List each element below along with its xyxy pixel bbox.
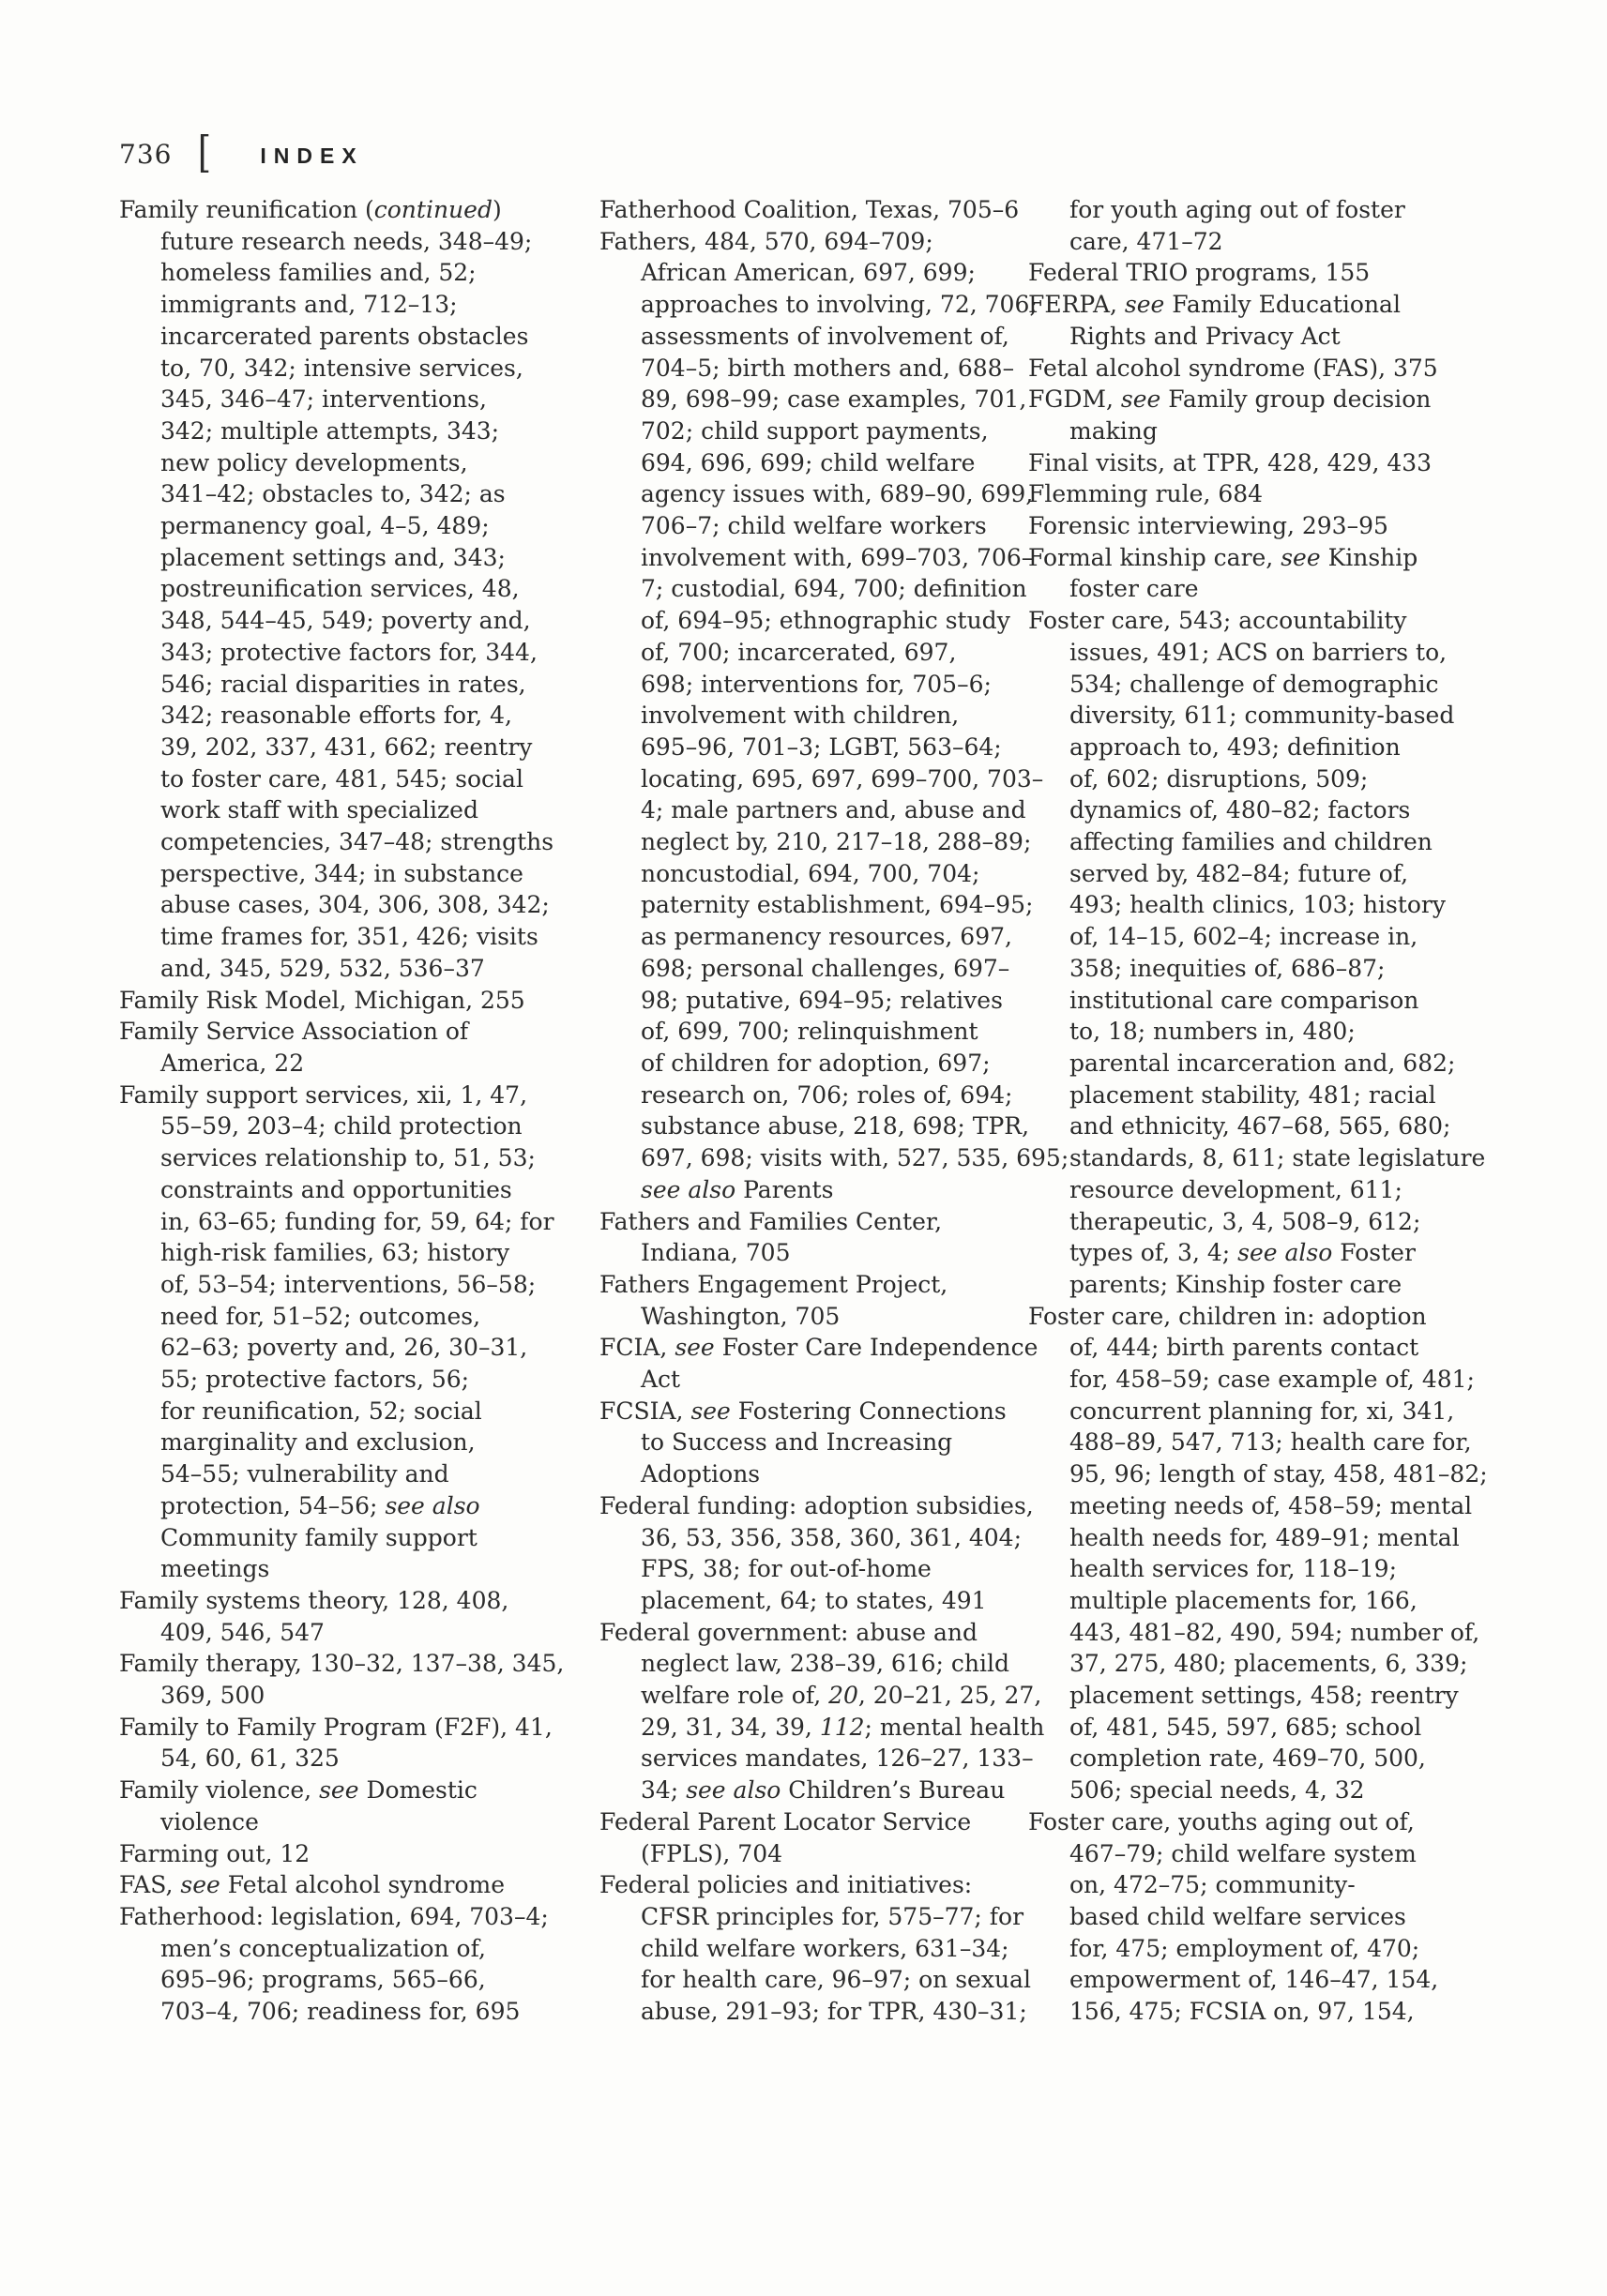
index-line: Flemming rule, 684: [1028, 480, 1264, 508]
index-line: institutional care comparison: [1069, 986, 1419, 1014]
index-line: Community family support: [160, 1523, 478, 1551]
index-line: Federal policies and initiatives:: [599, 1871, 973, 1899]
index-line: 7; custodial, 694, 700; definition: [641, 575, 1027, 603]
index-line: 156, 475; FCSIA on, 97, 154,: [1069, 1998, 1415, 2026]
index-line: 493; health clinics, 103; history: [1069, 891, 1446, 919]
index-line: of, 444; birth parents contact: [1069, 1334, 1419, 1362]
index-line: time frames for, 351, 426; visits: [160, 923, 538, 951]
index-line: of, 699, 700; relinquishment: [641, 1018, 978, 1046]
index-line: immigrants and, 712–13;: [160, 291, 458, 319]
index-line: Federal government: abuse and: [599, 1618, 978, 1646]
index-line: 704–5; birth mothers and, 688–: [641, 354, 1015, 382]
index-line: 29, 31, 34, 39, 112; mental health: [641, 1713, 1045, 1741]
index-line: completion rate, 469–70, 500,: [1069, 1745, 1426, 1773]
index-line: care, 471–72: [1069, 227, 1223, 255]
index-line: Family therapy, 130–32, 137–38, 345,: [119, 1650, 565, 1678]
index-line: abuse cases, 304, 306, 308, 342;: [160, 891, 550, 919]
index-line: 695–96, 701–3; LGBT, 563–64;: [641, 733, 1002, 761]
index-line: locating, 695, 697, 699–700, 703–: [641, 764, 1044, 793]
index-line: child welfare workers, 631–34;: [641, 1934, 1009, 1962]
index-line: FCIA, see Foster Care Independence: [599, 1334, 1038, 1362]
index-line: incarcerated parents obstacles: [160, 322, 529, 350]
index-line: of, 14–15, 602–4; increase in,: [1069, 923, 1418, 951]
index-line: 55–59, 203–4; child protection: [160, 1112, 523, 1140]
index-line: Washington, 705: [641, 1302, 841, 1330]
index-line: Adoptions: [641, 1460, 761, 1488]
index-line: Foster care, children in: adoption: [1028, 1302, 1427, 1330]
index-line: 98; putative, 694–95; relatives: [641, 986, 1003, 1014]
index-line: Farming out, 12: [119, 1839, 311, 1867]
index-line: in, 63–65; funding for, 59, 64; for: [160, 1207, 554, 1235]
index-line: perspective, 344; in substance: [160, 859, 523, 887]
index-line: and ethnicity, 467–68, 565, 680;: [1069, 1112, 1451, 1140]
index-line: 36, 53, 356, 358, 360, 361, 404;: [641, 1523, 1022, 1551]
index-line: Family violence, see Domestic: [119, 1776, 478, 1805]
index-line: neglect law, 238–39, 616; child: [641, 1650, 1010, 1678]
index-line: based child welfare services: [1069, 1902, 1406, 1930]
index-line: abuse, 291–93; for TPR, 430–31;: [641, 1998, 1027, 2026]
index-line: Act: [641, 1366, 681, 1394]
index-line: 534; challenge of demographic: [1069, 670, 1439, 698]
index-line: 694, 696, 699; child welfare: [641, 448, 976, 476]
index-line: 37, 275, 480; placements, 6, 339;: [1069, 1650, 1468, 1678]
index-line: making: [1069, 416, 1158, 445]
index-line: Fatherhood Coalition, Texas, 705–6: [599, 196, 1020, 223]
index-line: for reunification, 52; social: [160, 1397, 482, 1425]
index-line: issues, 491; ACS on barriers to,: [1069, 638, 1448, 666]
page-number: 736: [119, 139, 173, 170]
index-line: 95, 96; length of stay, 458, 481–82;: [1069, 1460, 1488, 1488]
index-line: marginality and exclusion,: [160, 1428, 476, 1457]
index-line: Foster care, 543; accountability: [1028, 607, 1407, 635]
index-line: new policy developments,: [160, 448, 468, 476]
index-line: 409, 546, 547: [160, 1618, 325, 1646]
index-line: violence: [160, 1807, 259, 1835]
index-line: meeting needs of, 458–59; mental: [1069, 1491, 1473, 1519]
index-line: African American, 697, 699;: [641, 259, 976, 287]
index-line: 348, 544–45, 549; poverty and,: [160, 607, 531, 635]
index-line: of, 481, 545, 597, 685; school: [1069, 1713, 1422, 1741]
index-line: noncustodial, 694, 700, 704;: [641, 859, 980, 887]
index-line: high-risk families, 63; history: [160, 1239, 510, 1267]
index-line: 695–96; programs, 565–66,: [160, 1966, 486, 1994]
index-line: services relationship to, 51, 53;: [160, 1144, 536, 1172]
index-line: Federal funding: adoption subsidies,: [599, 1491, 1034, 1519]
index-line: as permanency resources, 697,: [641, 923, 1012, 951]
index-line: Fatherhood: legislation, 694, 703–4;: [119, 1902, 549, 1930]
index-line: therapeutic, 3, 4, 508–9, 612;: [1069, 1207, 1421, 1235]
index-line: 506; special needs, 4, 32: [1069, 1776, 1365, 1805]
index-line: dynamics of, 480–82; factors: [1069, 796, 1411, 824]
index-line: for health care, 96–97; on sexual: [641, 1966, 1031, 1994]
index-column-1: [119, 194, 593, 2028]
index-line: for youth aging out of foster: [1069, 196, 1405, 223]
index-line: placement, 64; to states, 491: [641, 1586, 987, 1614]
index-line: approaches to involving, 72, 706;: [641, 291, 1038, 319]
index-line: 698; personal challenges, 697–: [641, 954, 1010, 982]
index-line: CFSR principles for, 575–77; for: [641, 1902, 1024, 1930]
index-line: Rights and Privacy Act: [1069, 322, 1341, 350]
index-line: served by, 482–84; future of,: [1069, 859, 1409, 887]
index-line: 345, 346–47; interventions,: [160, 385, 487, 414]
index-line: to, 18; numbers in, 480;: [1069, 1018, 1356, 1046]
index-line: 342; reasonable efforts for, 4,: [160, 702, 512, 730]
index-line: Formal kinship care, see Kinship: [1028, 543, 1418, 571]
index-line: 697, 698; visits with, 527, 535, 695;: [641, 1144, 1069, 1172]
index-line: to Success and Increasing: [641, 1428, 953, 1457]
index-line: resource development, 611;: [1069, 1175, 1402, 1203]
index-line: for, 458–59; case example of, 481;: [1069, 1366, 1475, 1394]
index-line: 89, 698–99; case examples, 701,: [641, 385, 1027, 414]
index-line: for, 475; employment of, 470;: [1069, 1934, 1420, 1962]
index-line: 358; inequities of, 686–87;: [1069, 954, 1386, 982]
index-line: affecting families and children: [1069, 828, 1433, 856]
index-line: homeless families and, 52;: [160, 259, 477, 287]
index-line: multiple placements for, 166,: [1069, 1586, 1417, 1614]
index-line: empowerment of, 146–47, 154,: [1069, 1966, 1439, 1994]
index-line: Family to Family Program (F2F), 41,: [119, 1713, 553, 1741]
index-line: health needs for, 489–91; mental: [1069, 1523, 1460, 1551]
index-line: Fathers and Families Center,: [599, 1207, 943, 1235]
index-line: placement stability, 481; racial: [1069, 1080, 1436, 1109]
index-line: 706–7; child welfare workers: [641, 512, 987, 540]
index-line: paternity establishment, 694–95;: [641, 891, 1034, 919]
index-line: of, 53–54; interventions, 56–58;: [160, 1270, 537, 1298]
index-line: and, 345, 529, 532, 536–37: [160, 954, 485, 982]
index-line: 54, 60, 61, 325: [160, 1745, 340, 1773]
index-line: neglect by, 210, 217–18, 288–89;: [641, 828, 1032, 856]
index-line: of, 602; disruptions, 509;: [1069, 764, 1369, 793]
index-line: need for, 51–52; outcomes,: [160, 1302, 481, 1330]
index-line: on, 472–75; community-: [1069, 1871, 1356, 1899]
index-line: Family Service Association of: [119, 1018, 469, 1046]
index-line: services mandates, 126–27, 133–: [641, 1745, 1034, 1773]
index-line: 54–55; vulnerability and: [160, 1460, 449, 1488]
index-line: parental incarceration and, 682;: [1069, 1049, 1456, 1077]
index-line: future research needs, 348–49;: [160, 227, 533, 255]
index-column-2: [599, 194, 1073, 2028]
index-line: parents; Kinship foster care: [1069, 1270, 1402, 1298]
index-line: Fathers Engagement Project,: [599, 1270, 948, 1298]
index-line: see also Parents: [641, 1175, 834, 1203]
index-line: assessments of involvement of,: [641, 322, 1009, 350]
index-line: substance abuse, 218, 698; TPR,: [641, 1112, 1030, 1140]
index-line: FERPA, see Family Educational: [1028, 291, 1401, 319]
index-line: competencies, 347–48; strengths: [160, 828, 554, 856]
index-line: work staff with specialized: [160, 796, 478, 824]
index-line: FCSIA, see Fostering Connections: [599, 1397, 1007, 1425]
index-line: 443, 481–82, 490, 594; number of,: [1069, 1618, 1480, 1646]
index-line: diversity, 611; community-based: [1069, 702, 1455, 730]
index-line: Final visits, at TPR, 428, 429, 433: [1028, 448, 1433, 476]
index-line: health services for, 118–19;: [1069, 1555, 1398, 1583]
index-line: involvement with, 699–703, 706–: [641, 543, 1034, 571]
index-line: 342; multiple attempts, 343;: [160, 416, 500, 445]
index-line: meetings: [160, 1555, 270, 1583]
index-line: Family reunification (continued): [119, 196, 502, 223]
index-line: placement settings, 458; reentry: [1069, 1682, 1459, 1710]
index-line: 467–79; child welfare system: [1069, 1839, 1417, 1867]
index-line: FAS, see Fetal alcohol syndrome: [119, 1871, 506, 1899]
index-line: permanency goal, 4–5, 489;: [160, 512, 490, 540]
index-line: welfare role of, 20, 20–21, 25, 27,: [641, 1682, 1042, 1710]
index-line: approach to, 493; definition: [1069, 733, 1401, 761]
index-line: 341–42; obstacles to, 342; as: [160, 480, 506, 508]
index-line: (FPLS), 704: [641, 1839, 783, 1867]
index-line: 703–4, 706; readiness for, 695: [160, 1998, 521, 2026]
index-line: foster care: [1069, 575, 1199, 603]
index-line: 4; male partners and, abuse and: [641, 796, 1026, 824]
index-line: standards, 8, 611; state legislature: [1069, 1144, 1486, 1172]
index-line: placement settings and, 343;: [160, 543, 506, 571]
index-line: Family systems theory, 128, 408,: [119, 1586, 509, 1614]
index-line: 488–89, 547, 713; health care for,: [1069, 1428, 1472, 1457]
index-line: constraints and opportunities: [160, 1175, 512, 1203]
index-line: Federal TRIO programs, 155: [1028, 259, 1371, 287]
index-line: to foster care, 481, 545; social: [160, 764, 523, 793]
index-line: concurrent planning for, xi, 341,: [1069, 1397, 1455, 1425]
index-line: protection, 54–56; see also: [160, 1491, 480, 1519]
index-line: 39, 202, 337, 431, 662; reentry: [160, 733, 533, 761]
page-title: INDEX: [260, 144, 364, 168]
index-line: involvement with children,: [641, 702, 960, 730]
index-line: 702; child support payments,: [641, 416, 989, 445]
index-line: men’s conceptualization of,: [160, 1934, 486, 1962]
index-column-3: [1028, 194, 1502, 2028]
index-line: FGDM, see Family group decision: [1028, 385, 1432, 414]
index-line: agency issues with, 689–90, 699,: [641, 480, 1034, 508]
page-header: 736 [ INDEX: [119, 127, 364, 177]
index-line: Family Risk Model, Michigan, 255: [119, 986, 525, 1014]
index-line: 62–63; poverty and, 26, 30–31,: [160, 1334, 528, 1362]
index-line: Forensic interviewing, 293–95: [1028, 512, 1388, 540]
index-line: 34; see also Children’s Bureau: [641, 1776, 1006, 1805]
index-line: Fetal alcohol syndrome (FAS), 375: [1028, 354, 1438, 382]
index-line: of, 694–95; ethnographic study: [641, 607, 1010, 635]
index-line: Family support services, xii, 1, 47,: [119, 1080, 528, 1109]
index-line: FPS, 38; for out-of-home: [641, 1555, 932, 1583]
index-line: Indiana, 705: [641, 1239, 791, 1267]
index-line: of children for adoption, 697;: [641, 1049, 991, 1077]
index-line: Fathers, 484, 570, 694–709;: [599, 227, 933, 255]
index-line: Federal Parent Locator Service: [599, 1807, 972, 1835]
index-line: 369, 500: [160, 1682, 265, 1710]
index-line: of, 700; incarcerated, 697,: [641, 638, 957, 666]
index-line: to, 70, 342; intensive services,: [160, 354, 523, 382]
index-line: Foster care, youths aging out of,: [1028, 1807, 1415, 1835]
index-line: 343; protective factors for, 344,: [160, 638, 538, 666]
index-line: types of, 3, 4; see also Foster: [1069, 1239, 1416, 1267]
index-line: America, 22: [160, 1049, 305, 1077]
index-line: 546; racial disparities in rates,: [160, 670, 526, 698]
index-line: postreunification services, 48,: [160, 575, 520, 603]
index-line: 55; protective factors, 56;: [160, 1366, 470, 1394]
index-line: 698; interventions for, 705–6;: [641, 670, 992, 698]
index-line: research on, 706; roles of, 694;: [641, 1080, 1013, 1109]
